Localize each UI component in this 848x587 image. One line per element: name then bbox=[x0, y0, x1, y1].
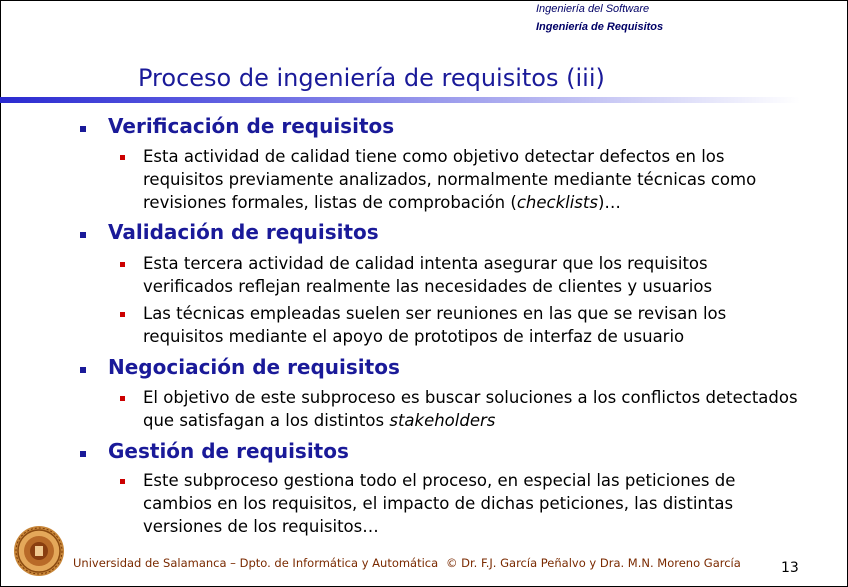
section-heading-validacion: Validación de requisitos bbox=[108, 220, 379, 244]
term-checklists: checklists bbox=[516, 193, 598, 212]
item-text-line: Esta tercera actividad de calidad intenta asegurar que los requisitos bbox=[143, 254, 708, 273]
footer-university: Universidad de Salamanca – Dpto. de Informática y Automática bbox=[73, 556, 439, 570]
header-topic: Ingeniería de Requisitos bbox=[536, 21, 664, 33]
item-text-line: El objetivo de este subproceso es buscar soluciones a los conflictos detectados bbox=[143, 388, 798, 407]
page-number: 13 bbox=[781, 560, 799, 576]
item-text-line: que satisfagan a los distintos stakeholders bbox=[143, 411, 496, 430]
section-heading-gestion: Gestión de requisitos bbox=[108, 439, 349, 463]
section-bullet bbox=[80, 367, 86, 373]
slide-title: Proceso de ingeniería de requisitos (iii) bbox=[138, 64, 605, 92]
item-text-line: requisitos previamente analizados, normalmente mediante técnicas como bbox=[143, 170, 757, 189]
item-text-line: cambios en los requisitos, el impacto de dichas peticiones, las distintas bbox=[143, 494, 734, 513]
item-text-line: Esta actividad de calidad tiene como objetivo detectar defectos en los bbox=[143, 147, 725, 166]
section-bullet bbox=[80, 451, 86, 457]
item-bullet bbox=[120, 312, 125, 317]
item-bullet bbox=[120, 262, 125, 267]
item-text-line: Este subproceso gestiona todo el proceso, en especial las peticiones de bbox=[143, 471, 736, 490]
item-bullet bbox=[120, 396, 125, 401]
item-bullet bbox=[120, 155, 125, 160]
item-text-line: Las técnicas empleadas suelen ser reuniones en las que se revisan los bbox=[143, 304, 727, 323]
section-bullet bbox=[80, 126, 86, 132]
header-course: Ingeniería del Software bbox=[536, 3, 650, 15]
item-text-line: verificados reflejan realmente las necesidades de clientes y usuarios bbox=[143, 277, 713, 296]
footer-authors: © Dr. F.J. García Peñalvo y Dra. M.N. Moreno García bbox=[446, 556, 741, 570]
item-text-line: revisiones formales, listas de comprobación (checklists)… bbox=[143, 193, 621, 212]
section-heading-negociacion: Negociación de requisitos bbox=[108, 355, 400, 379]
item-text-line: requisitos mediante el apoyo de prototipos de interfaz de usuario bbox=[143, 327, 685, 346]
section-heading-verificacion: Verificación de requisitos bbox=[108, 114, 395, 138]
item-bullet bbox=[120, 479, 125, 484]
item-text-line: versiones de los requisitos… bbox=[143, 517, 379, 536]
university-seal-icon bbox=[13, 525, 65, 577]
section-bullet bbox=[80, 232, 86, 238]
term-stakeholders: stakeholders bbox=[389, 411, 496, 430]
title-underline bbox=[0, 97, 800, 103]
